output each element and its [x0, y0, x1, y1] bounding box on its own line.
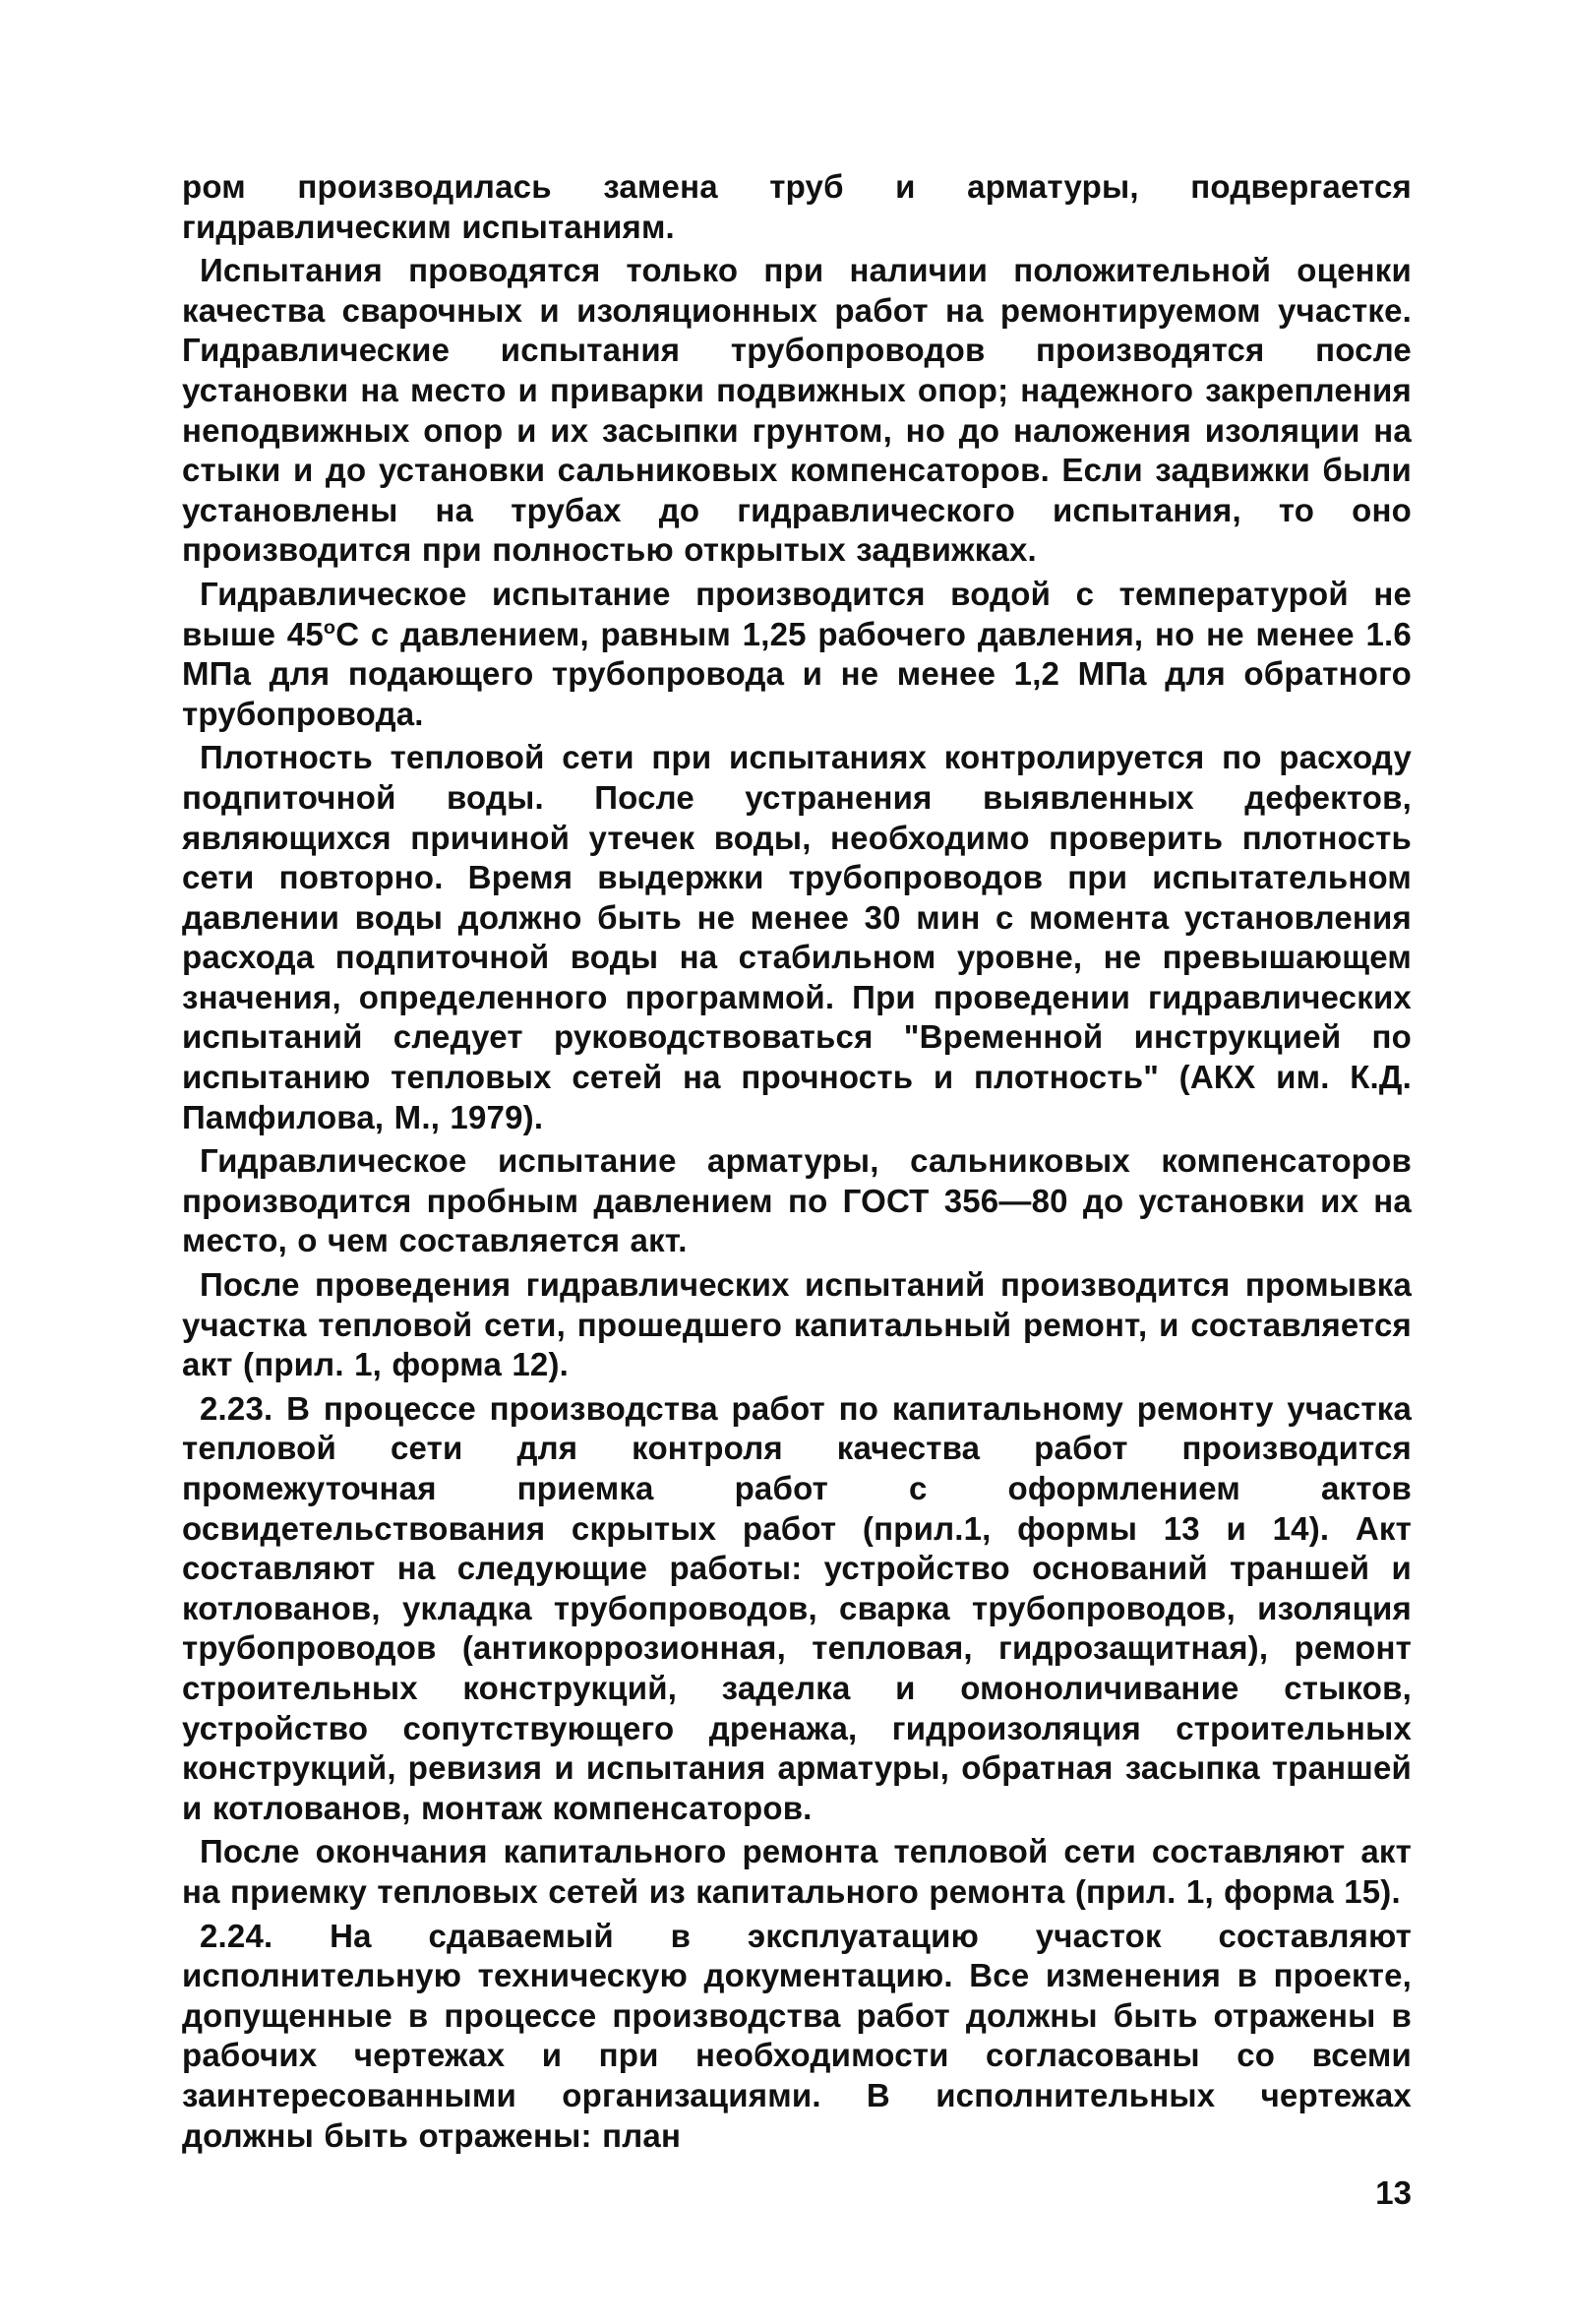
paragraph-hydraulic-test-pressure [182, 575, 1412, 734]
paragraph-section-2-24: 2.24. На сдаваемый в эксплуатацию участок составляют исполнительную техническую документацию. Все изменения в проекте, допущенные в процессе производства работ должны быть отражены в рабочих чертежах и при необходимости согласованы со всеми заинтересованными организациями. В исполнительных чертежах должны быть отражены: план [182, 1917, 1412, 2154]
paragraph-flushing: После проведения гидравлических испытаний производится промывка участка тепловой сети, прошедшего капитальный ремонт, и составляется акт (прил. 1, форма 12). [182, 1266, 1412, 1383]
body-text [182, 167, 1412, 2156]
paragraph-acceptance-act: После окончания капитального ремонта тепловой сети составляют акт на приемку тепловых сетей из капитального ремонта (прил. 1, форма 15). [182, 1833, 1412, 1910]
page-number: 13 [1375, 2174, 1412, 2211]
paragraph-section-2-23: 2.23. В процессе производства работ по капитальному ремонту участка тепловой сети для контроля качества работ производится промежуточная приемка работ с оформлением актов освидетельствования скрытых работ (прил.1, формы 13 и 14). Акт составляют на следующие работы: устройство оснований траншей и котлованов, укладка трубопроводов, сварка трубопроводов, изоляция трубопроводов (антикоррозионная, тепловая, гидрозащитная), ремонт строительных конструкций, заделка и омоноличивание стыков, устройство сопутствующего дренажа, гидроизоляция строительных конструкций, ревизия и испытания арматуры, обратная засыпка траншей и котлованов, монтаж компенсаторов. [182, 1389, 1412, 1826]
paragraph-fittings-test: Гидравлическое испытание арматуры, сальниковых компенсаторов производится пробным давлением по ГОСТ 356—80 до установки их на место, о чем составляется акт. [182, 1142, 1412, 1259]
paragraph-continuation: ром производилась замена труб и арматуры, подвергается гидравлическим испытаниям. [182, 168, 1412, 245]
paragraph-text-before: Гидравлическое испытание производится водой с температурой не выше 45 [182, 575, 1412, 652]
degree-superscript: о [323, 616, 336, 639]
paragraph-testing-conditions: Испытания проводятся только при наличии положительной оценки качества сварочных и изоляционных работ на ремонтируемом участке. Гидравлические испытания трубопроводов производятся после установки на место и приварки подвижных опор; надежного закрепления неподвижных опор и их засыпки грунтом, но до наложения изоляции на стыки и до установки сальниковых компенсаторов. Если задвижки были установлены на трубах до гидравлического испытания, то оно производится при полностью открытых задвижках. [182, 252, 1412, 569]
paragraph-text-after: С с давлением, равным 1,25 рабочего давления, но не менее 1.6 МПа для подающего трубопровода и не менее 1,2 МПа для обратного трубопровода. [182, 615, 1412, 732]
paragraph-network-density: Плотность тепловой сети при испытаниях контролируется по расходу подпиточной воды. После устранения выявленных дефектов, являющихся причиной утечек воды, необходимо проверить плотность сети повторно. Время выдержки трубопроводов при испытательном давлении воды должно быть не менее 30 мин с момента установления расхода подпиточной воды на стабильном уровне, не превышающем значения, определенного программой. При проведении гидравлических испытаний следует руководствоваться "Временной инструкцией по испытанию тепловых сетей на прочность и плотность" (АКХ им. К.Д. Памфилова, М., 1979). [182, 739, 1412, 1135]
